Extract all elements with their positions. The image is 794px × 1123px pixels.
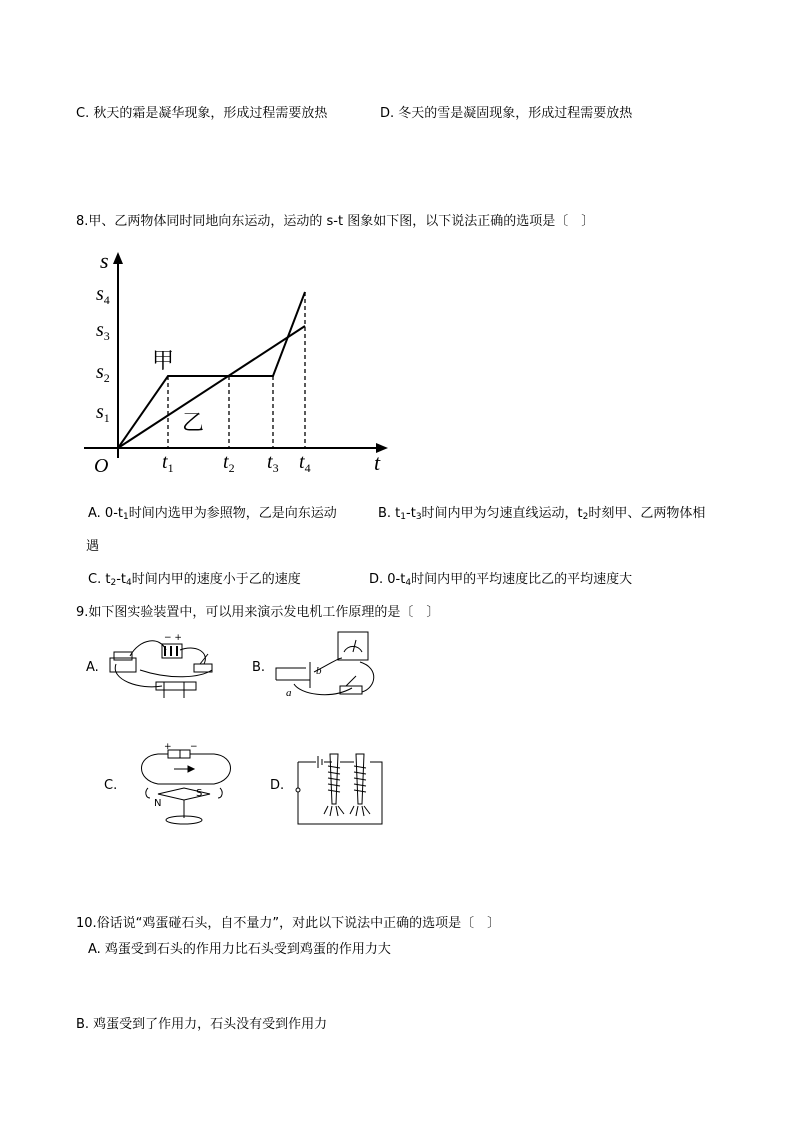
q9-label-c: C. <box>104 778 118 793</box>
t4-label: t <box>299 451 305 473</box>
origin-label: O <box>94 455 109 477</box>
q8-b-sub1: 1 <box>400 512 407 522</box>
t2-label: t <box>223 451 229 473</box>
t3-sub: 3 <box>272 461 279 475</box>
q8-a-post: 时间内选甲为参照物，乙是向东运动 <box>128 506 337 521</box>
q9-label-a: A. <box>86 660 99 675</box>
q8-question: 8.甲、乙两物体同时同地向东运动，运动的 s-t 图象如下图，以下说法正确的选项是〔 〕 <box>76 214 595 229</box>
q8-option-d <box>369 572 632 588</box>
line-jia-label: 甲 <box>152 349 175 374</box>
t1-label: t <box>162 451 168 473</box>
q8-option-a <box>88 506 337 522</box>
q8-a-pre: A. 0-t <box>88 506 123 521</box>
svg-text:t3 <box>267 451 279 475</box>
svg-text:t1 <box>162 451 174 475</box>
svg-text:t2 <box>223 451 235 475</box>
q8-c-sub2: 4 <box>125 578 132 588</box>
svg-text:t4 <box>299 451 311 475</box>
svg-text:s4 <box>96 283 110 307</box>
s2-label: s <box>96 361 104 383</box>
q9-figure-c-coil-and-needle <box>136 740 236 828</box>
svg-text:+: + <box>164 742 172 752</box>
svg-text:−: − <box>190 742 198 752</box>
q8-d-post: 时间内甲的平均速度比乙的平均速度大 <box>411 572 633 587</box>
s4-sub: 4 <box>103 293 110 307</box>
q8-c-sub1: 2 <box>110 578 117 588</box>
t4-sub: 4 <box>304 461 311 475</box>
q8-b-post2: 时刻甲、乙两物体相 <box>588 506 706 521</box>
q8-d-pre: D. 0-t <box>369 572 406 587</box>
svg-text:s2 <box>96 361 110 385</box>
q8-c-post: 时间内甲的速度小于乙的速度 <box>131 572 301 587</box>
s3-label: s <box>96 319 104 341</box>
fig-b-label-b: b <box>316 665 322 677</box>
q7-option-d: D. 冬天的雪是凝固现象，形成过程需要放热 <box>380 106 633 121</box>
q9-figure-a-electromagnet-apparatus <box>100 630 222 702</box>
q10-question: 10.俗话说“鸡蛋碰石头，自不量力”，对此以下说法中正确的选项是〔 〕 <box>76 916 501 931</box>
q8-option-c <box>88 572 301 588</box>
x-axis-label: t <box>374 450 381 475</box>
q8-d-sub: 4 <box>405 578 412 588</box>
q8-b-sub3: 2 <box>582 512 589 522</box>
q9-label-b: B. <box>252 660 266 675</box>
q10-option-b: B. 鸡蛋受到了作用力，石头没有受到作用力 <box>76 1017 328 1032</box>
fig-c-label-n: N <box>154 798 162 809</box>
q9-figure-b-galvanometer-apparatus <box>270 628 382 704</box>
t2-sub: 2 <box>228 461 235 475</box>
q8-c-mid: -t <box>116 572 126 587</box>
q8-b-pre: B. t <box>378 506 401 521</box>
s4-label: s <box>96 283 104 305</box>
svg-text:− +: − + <box>164 633 182 643</box>
line-yi-label: 乙 <box>182 411 205 436</box>
s2-sub: 2 <box>103 371 110 385</box>
q8-b-post: 时间内甲为匀速直线运动，t <box>421 506 583 521</box>
q9-figure-d-electromagnets-circuit <box>294 748 386 828</box>
svg-text:s1 <box>96 401 110 425</box>
s3-sub: 3 <box>103 329 110 343</box>
q10-option-a: A. 鸡蛋受到石头的作用力比石头受到鸡蛋的作用力大 <box>88 942 391 957</box>
q9-label-d: D. <box>270 778 285 793</box>
fig-c-label-s: S <box>196 788 203 799</box>
q8-option-b-continued: 遇 <box>86 539 100 554</box>
y-axis-label: s <box>100 248 109 273</box>
q8-c-pre: C. t <box>88 572 111 587</box>
q8-b-mid: -t <box>406 506 416 521</box>
t1-sub: 1 <box>167 461 174 475</box>
q7-option-c: C. 秋天的霜是凝华现象，形成过程需要放热 <box>76 106 328 121</box>
y-axis-arrow <box>113 252 123 264</box>
s1-sub: 1 <box>103 411 110 425</box>
fig-b-label-a: a <box>286 687 292 699</box>
q8-st-graph <box>80 248 400 478</box>
line-yi <box>118 326 305 448</box>
q9-question: 9.如下图实验装置中，可以用来演示发电机工作原理的是〔 〕 <box>76 605 440 620</box>
line-jia <box>118 292 305 448</box>
t3-label: t <box>267 451 273 473</box>
q8-b-sub2: 3 <box>415 512 422 522</box>
q8-option-b <box>378 506 705 522</box>
s1-label: s <box>96 401 104 423</box>
q8-a-sub: 1 <box>123 512 129 522</box>
svg-text:s3 <box>96 319 110 343</box>
